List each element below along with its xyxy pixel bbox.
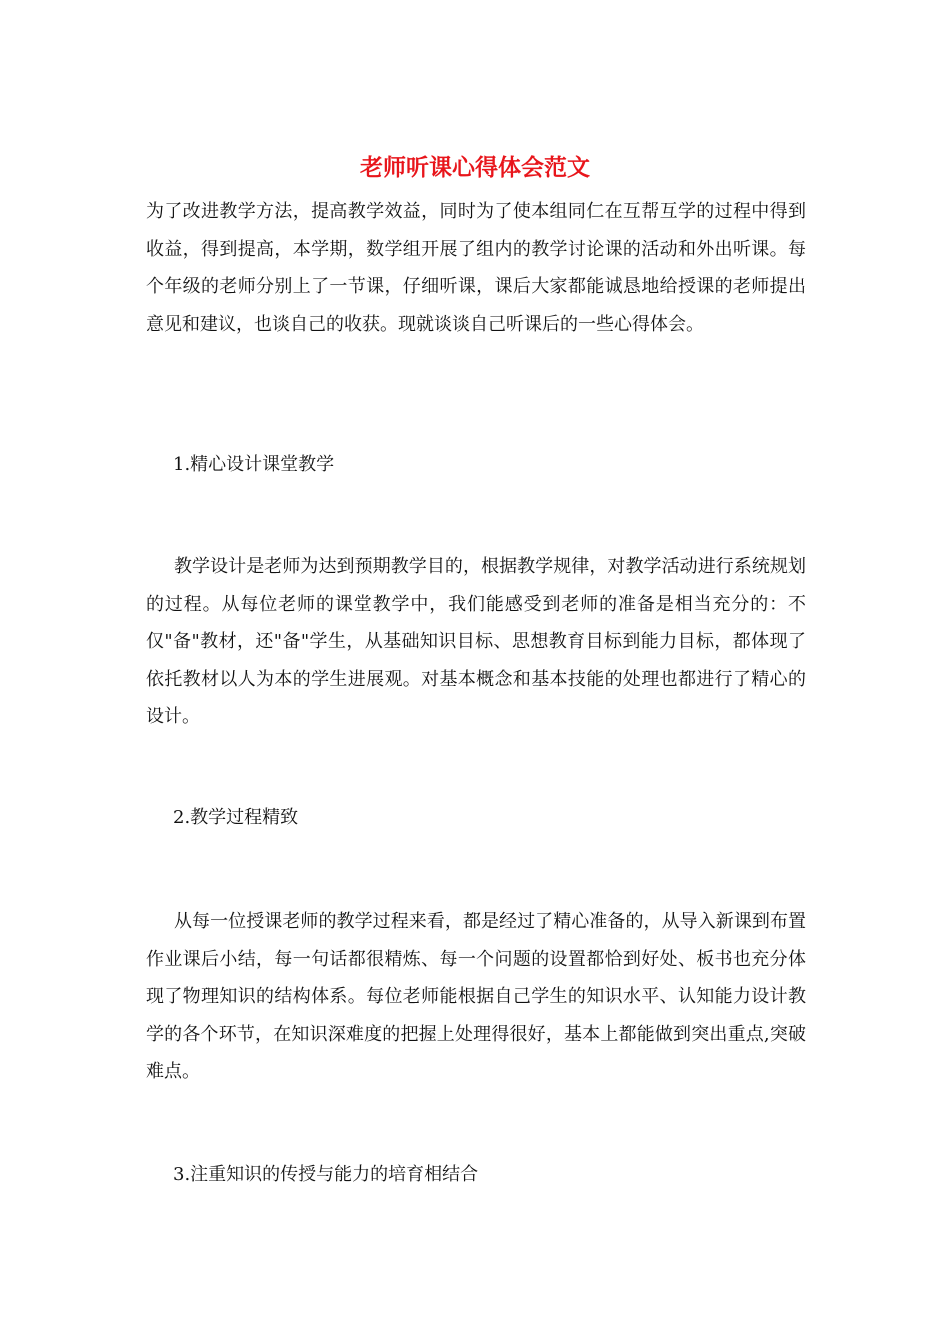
section-2-body: 从每一位授课老师的教学过程来看，都是经过了精心准备的，从导入新课到布置作业课后小结，每一句话都很精炼、每一个问题的设置都恰到好处、板书也充分体现了物理知识的结构体系。每位老师能根据自己学生的知识水平、认知能力设计教学的各个环节，在知识深难度的把握上处理得很好，基本上都能做到突出重点,突破难点。	[146, 911, 806, 1083]
section-1-body: 教学设计是老师为达到预期教学目的，根据教学规律，对教学活动进行系统规划的过程。从每位老师的课堂教学中，我们能感受到老师的准备是相当充分的：不仅"备"教材，还"备"学生，从基础知识目标、思想教育目标到能力目标，都体现了依托教材以人为本的学生进展观。对基本概念和基本技能的处理也都进行了精心的设计。	[146, 556, 806, 728]
section-2-heading: 2.教学过程精致	[173, 807, 299, 828]
intro-paragraph: 为了改进教学方法，提高教学效益，同时为了使本组同仁在互帮互学的过程中得到收益，得到提高，本学期，数学组开展了组内的教学讨论课的活动和外出听课。每个年级的老师分别上了一节课，仔细听课，课后大家都能诚恳地给授课的老师提出意见和建议，也谈自己的收获。现就谈谈自己听课后的一些心得体会。	[146, 201, 806, 335]
document-title: 老师听课心得体会范文	[360, 155, 590, 181]
section-3-heading: 3.注重知识的传授与能力的培育相结合	[173, 1164, 479, 1185]
section-1-heading: 1.精心设计课堂教学	[173, 454, 335, 475]
